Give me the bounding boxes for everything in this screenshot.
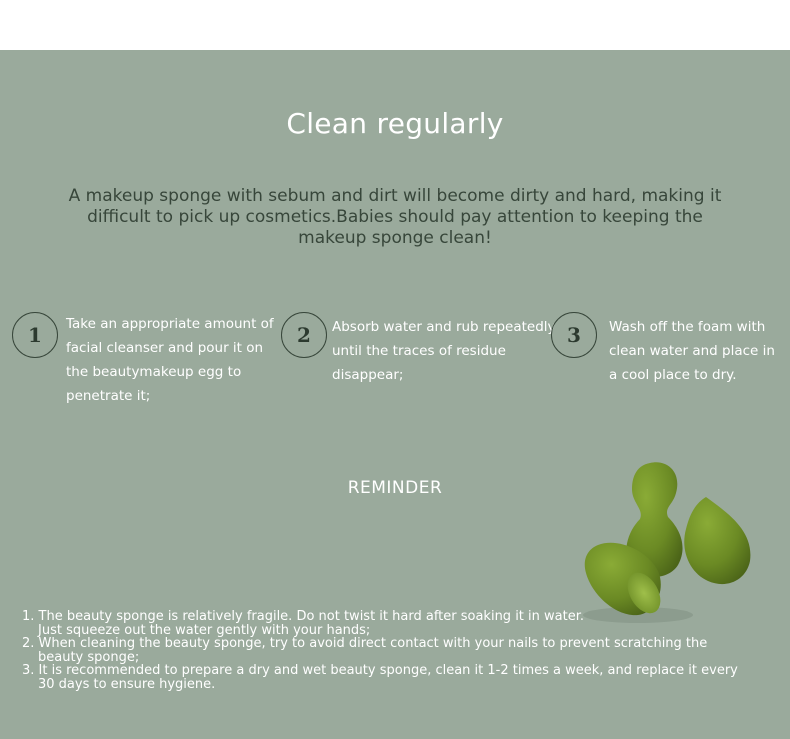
step-3-number: 3 — [551, 312, 597, 358]
page-title: Clean regularly — [286, 107, 504, 140]
reminder-notes — [22, 610, 782, 691]
note-3-line1: 3. It is recommended to prepare a dry and wet beauty sponge, clean it 1-2 times a week, and replace it every — [22, 663, 738, 678]
reminder-heading: REMINDER — [347, 478, 443, 498]
note-2-line2: beauty sponge; — [38, 649, 140, 665]
note-1-line1: 1. The beauty sponge is relatively fragile. Do not twist it hard after soaking it in water. — [22, 609, 584, 624]
note-1-line2: Just squeeze out the water gently with your hands; — [38, 622, 371, 638]
teardrop-sponge — [684, 497, 750, 584]
sponges-illustration — [578, 455, 768, 630]
step-1-number: 1 — [12, 312, 58, 358]
note-2-line1: 2. When cleaning the beauty sponge, try to avoid direct contact with your nails to prevent scratching the — [22, 636, 708, 651]
step-2-text: Absorb water and rub repeatedly until the traces of residue disappear; — [332, 319, 556, 383]
intro-text: A makeup sponge with sebum and dirt will become dirty and hard, making it difficult to pick up cosmetics.Babies should pay attention to keeping the makeup sponge clean! — [68, 186, 722, 248]
step-2-number: 2 — [281, 312, 327, 358]
step-1-text: Take an appropriate amount of facial cleanser and pour it on the beautymakeup egg to penetrate it; — [66, 316, 274, 404]
step-3-text: Wash off the foam with clean water and place in a cool place to dry. — [609, 319, 775, 383]
note-3-line2: 30 days to ensure hygiene. — [38, 676, 216, 692]
